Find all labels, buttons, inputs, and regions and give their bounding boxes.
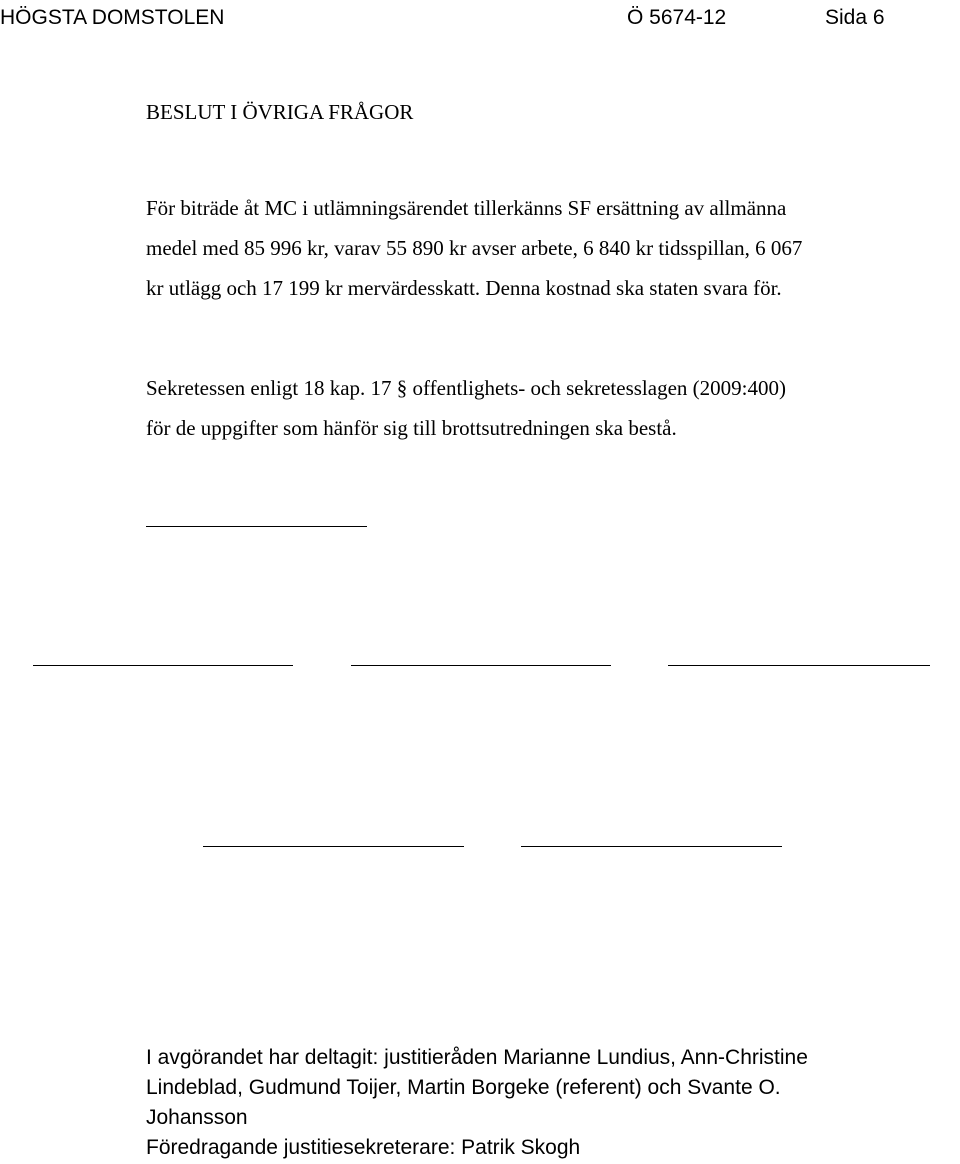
footer-line: Lindeblad, Gudmund Toijer, Martin Borgeke (referent) och Svante O. bbox=[146, 1076, 781, 1099]
section-heading: BESLUT I ÖVRIGA FRÅGOR bbox=[146, 100, 414, 124]
signature-line bbox=[146, 526, 367, 527]
signature-line bbox=[521, 846, 782, 847]
signature-line bbox=[33, 665, 293, 666]
signature-line bbox=[351, 665, 611, 666]
court-name: HÖGSTA DOMSTOLEN bbox=[0, 6, 225, 29]
case-number: Ö 5674-12 bbox=[627, 6, 727, 29]
compensation-paragraph bbox=[146, 188, 946, 308]
signature-line bbox=[668, 665, 930, 666]
paragraph-line: medel med 85 996 kr, varav 55 890 kr avser arbete, 6 840 kr tidsspillan, 6 067 bbox=[146, 236, 803, 260]
footer-line: Johansson bbox=[146, 1106, 248, 1129]
paragraph-line: för de uppgifter som hänför sig till brottsutredningen ska bestå. bbox=[146, 416, 677, 440]
signature-line bbox=[203, 846, 464, 847]
footer-line: I avgörandet har deltagit: justitieråden Marianne Lundius, Ann-Christine bbox=[146, 1046, 808, 1069]
participants-footer bbox=[146, 1043, 946, 1163]
paragraph-line: kr utlägg och 17 199 kr mervärdesskatt. Denna kostnad ska staten svara för. bbox=[146, 276, 782, 300]
page-number: Sida 6 bbox=[825, 6, 885, 29]
paragraph-line: Sekretessen enligt 18 kap. 17 § offentlighets- och sekretesslagen (2009:400) bbox=[146, 376, 786, 400]
confidentiality-paragraph bbox=[146, 368, 946, 448]
paragraph-line: För biträde åt MC i utlämningsärendet tillerkänns SF ersättning av allmänna bbox=[146, 196, 787, 220]
footer-line: Föredragande justitiesekreterare: Patrik Skogh bbox=[146, 1136, 581, 1159]
page-header bbox=[0, 3, 960, 33]
